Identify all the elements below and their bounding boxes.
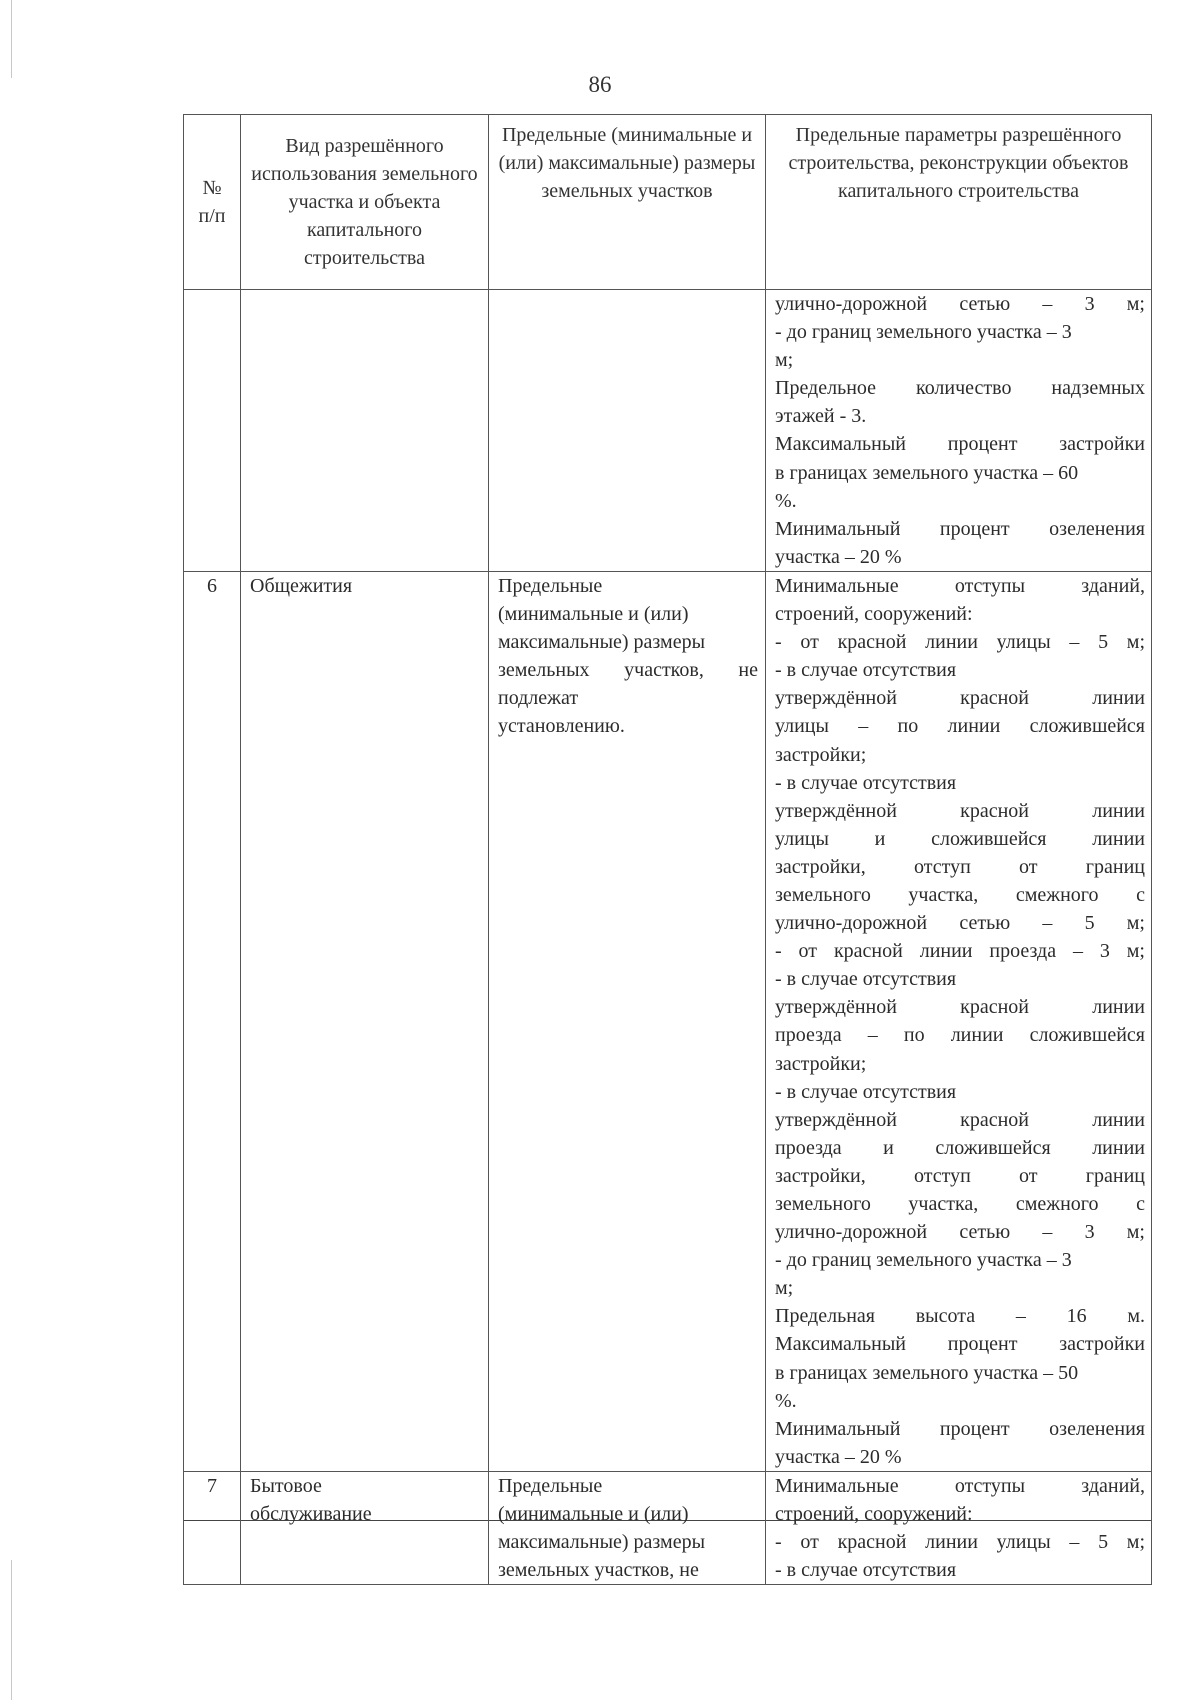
- page-number: 86: [588, 72, 612, 97]
- cell-text-line: - в случае отсутствия: [775, 771, 957, 794]
- cell-text-line: - до границ земельного участка – 3: [775, 1249, 1072, 1272]
- cell-text-line: - в случае отсутствия: [775, 1080, 957, 1103]
- cell-text-line: в границах земельного участка – 50: [775, 1361, 1079, 1384]
- row-build-params: [766, 571, 1152, 1471]
- cell-text-line: Максимальный процент застройки: [775, 433, 1145, 456]
- cell-text-line: застройки;: [775, 743, 867, 766]
- header-col-type: Вид разрешённого использования земельного участка и объекта капитального строительства: [241, 115, 489, 290]
- cell-text-line: %.: [775, 1389, 797, 1412]
- cell-text-line: подлежат: [498, 687, 579, 710]
- cell-text-line: улично-дорожной сетью – 3 м;: [775, 1221, 1145, 1244]
- row-size-limits: [489, 1471, 766, 1584]
- row-size-limits: [489, 290, 766, 572]
- cell-text-line: установлению.: [498, 715, 625, 738]
- cell-text-line: в границах земельного участка – 60: [775, 461, 1079, 484]
- table-container: [183, 114, 1151, 1582]
- cell-text-line: участка – 20 %: [775, 1445, 902, 1468]
- cell-text-line: проезда и сложившейся линии: [775, 1136, 1145, 1159]
- cell-text-line: застройки, отступ от границ: [775, 1164, 1145, 1187]
- cell-text-line: %.: [775, 489, 797, 512]
- row-number: 6: [184, 571, 241, 1471]
- cell-text-line: (минимальные и (или): [498, 603, 689, 626]
- cell-text-line: улично-дорожной сетью – 3 м;: [775, 293, 1145, 315]
- cell-text-line: этажей - 3.: [775, 405, 867, 428]
- cell-text-line: строений, сооружений:: [775, 603, 973, 626]
- cell-text-line: - в случае отсутствия: [775, 659, 957, 682]
- cell-text-line: - в случае отсутствия: [775, 968, 957, 991]
- cell-text-line: утверждённой красной линии: [775, 799, 1145, 822]
- cell-text-line: м;: [775, 349, 794, 372]
- cell-text-line: улицы – по линии сложившейся: [775, 715, 1145, 738]
- table-row: [184, 571, 1152, 1471]
- cell-text-line: - в случае отсутствия: [775, 1559, 957, 1582]
- cell-text-line: Минимальные отступы зданий,: [775, 1474, 1145, 1497]
- row-size-limits: [489, 571, 766, 1471]
- row-use-type: Бытовое обслуживание: [241, 1471, 489, 1584]
- cell-text-line: Предельная высота – 16 м.: [775, 1305, 1145, 1328]
- cell-text-line: Предельные: [498, 1474, 603, 1497]
- cell-text-line: Минимальный процент озеленения: [775, 517, 1145, 540]
- cell-text-line: - от красной линии проезда – 3 м;: [775, 940, 1145, 963]
- cell-text-line: Предельное количество надземных: [775, 377, 1145, 400]
- cell-text-line: земельных участков, не: [498, 1559, 699, 1582]
- cell-text-line: проезда – по линии сложившейся: [775, 1024, 1145, 1047]
- cell-text-line: м;: [775, 1277, 794, 1300]
- cell-text-line: улицы и сложившейся линии: [775, 827, 1145, 850]
- cell-text-line: - от красной линии улицы – 5 м;: [775, 631, 1145, 654]
- cell-text-line: Максимальный процент застройки: [775, 1333, 1145, 1356]
- table-header-row: [184, 115, 1152, 290]
- cell-text-line: Минимальные отступы зданий,: [775, 574, 1145, 597]
- cell-text-line: - до границ земельного участка – 3: [775, 321, 1072, 344]
- table-row: [184, 290, 1152, 572]
- cell-text-line: - от красной линии улицы – 5 м;: [775, 1531, 1145, 1554]
- cell-text-line: застройки;: [775, 1052, 867, 1075]
- scan-margin-line-bottom: [11, 1560, 12, 1700]
- row-use-type: Общежития: [241, 571, 489, 1471]
- row-build-params: [766, 290, 1152, 572]
- cell-text-line: земельного участка, смежного с: [775, 883, 1145, 906]
- table-row: [184, 1471, 1152, 1584]
- row-number: 7: [184, 1471, 241, 1584]
- scan-margin-line-top: [11, 0, 12, 78]
- land-use-table: [183, 114, 1152, 1585]
- cell-text-line: застройки, отступ от границ: [775, 855, 1145, 878]
- cell-text-line: утверждённой красной линии: [775, 687, 1145, 710]
- cell-text-line: улично-дорожной сетью – 5 м;: [775, 912, 1145, 935]
- header-col-num: № п/п: [184, 115, 241, 290]
- cell-text-line: утверждённой красной линии: [775, 996, 1145, 1019]
- cell-text-line: Минимальный процент озеленения: [775, 1417, 1145, 1440]
- header-col-size: Предельные (минимальные и (или) максимальные) размеры земельных участков: [489, 115, 766, 290]
- cell-text-line: участка – 20 %: [775, 545, 902, 568]
- cell-text-line: земельных участков, не: [498, 659, 758, 682]
- cell-text-line: максимальные) размеры: [498, 631, 706, 654]
- row-number: [184, 290, 241, 572]
- row-use-type: [241, 290, 489, 572]
- header-col-params: Предельные параметры разрешённого строительства, реконструкции объектов капитального строительства: [766, 115, 1152, 290]
- cell-text-line: (минимальные и (или): [498, 1503, 689, 1526]
- row-build-params: [766, 1471, 1152, 1584]
- cell-text-line: строений, сооружений:: [775, 1503, 973, 1526]
- cell-text-line: земельного участка, смежного с: [775, 1193, 1145, 1215]
- table-body: [184, 290, 1152, 1585]
- cell-text-line: Предельные: [498, 574, 603, 597]
- cell-text-line: утверждённой красной линии: [775, 1108, 1145, 1131]
- cell-text-line: максимальные) размеры: [498, 1531, 706, 1554]
